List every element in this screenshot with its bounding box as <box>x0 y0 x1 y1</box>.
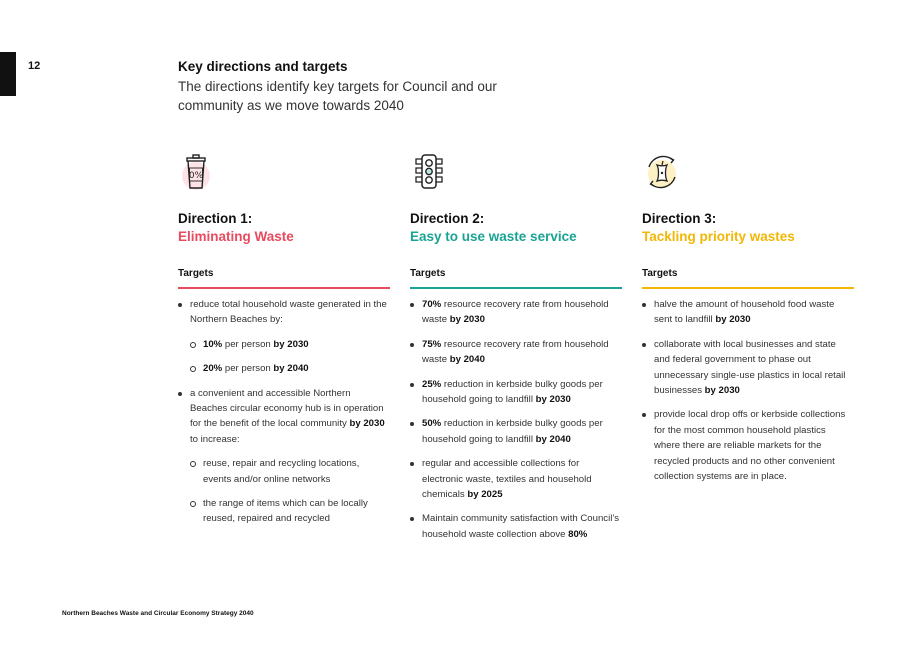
list-item: 25% reduction in kerbside bulky goods per household going to landfill by 2030 <box>410 377 622 408</box>
list-item: regular and accessible collections for electronic waste, textiles and household chemicals by 2025 <box>410 456 622 502</box>
sub-list-item: 10% per person by 2030 <box>190 337 390 352</box>
direction-2-column <box>410 152 622 551</box>
section-heading <box>178 59 498 115</box>
svg-text:0%: 0% <box>188 171 204 181</box>
list-item: Maintain community satisfaction with Council’s household waste collection above 80% <box>410 511 622 542</box>
page-tab-marker <box>0 52 16 96</box>
list-item: a convenient and accessible Northern Beaches circular economy hub is in operation for the benefit of the local community by 2030 to increase: reuse, repair and recycling locations, events and/or online networks the range of items which can be locally reused, repaired and recycled <box>178 386 390 527</box>
direction-3-target-list <box>642 297 854 484</box>
traffic-light-icon <box>410 152 450 192</box>
direction-2-label: Direction 2: <box>410 211 485 226</box>
page-subtitle: The directions identify key targets for Council and our community as we move towards 2040 <box>178 79 497 113</box>
direction-1-target-list <box>178 297 390 527</box>
list-item: 70% resource recovery rate from household waste by 2030 <box>410 297 622 328</box>
direction-1-name: Eliminating Waste <box>178 229 294 244</box>
page-title: Key directions and targets <box>178 59 348 74</box>
direction-1-label: Direction 1: <box>178 211 253 226</box>
list-item: 50% reduction in kerbside bulky goods per household going to landfill by 2040 <box>410 416 622 447</box>
direction-3-column <box>642 152 854 493</box>
sub-list-item: reuse, repair and recycling locations, events and/or online networks <box>190 456 390 487</box>
direction-2-name: Easy to use waste service <box>410 229 577 244</box>
direction-2-targets-heading: Targets <box>410 268 622 289</box>
direction-1-targets-heading: Targets <box>178 268 390 289</box>
apple-core-cycle-icon <box>642 152 682 192</box>
list-item: provide local drop offs or kerbside collections for the most common household plastics where there are reliable markets for the recycled products and no other convenient collection systems are in place. <box>642 407 854 484</box>
direction-1-column <box>178 152 390 536</box>
direction-3-label: Direction 3: <box>642 211 717 226</box>
list-item: 75% resource recovery rate from household waste by 2040 <box>410 337 622 368</box>
direction-3-targets-heading: Targets <box>642 268 854 289</box>
list-item: collaborate with local businesses and state and federal government to phase out unnecessary single-use plastics in local retail businesses by 2030 <box>642 337 854 399</box>
page-number: 12 <box>28 60 41 72</box>
list-item: reduce total household waste generated in the Northern Beaches by: 10% per person by 2030 20% per person by 2040 <box>178 297 390 377</box>
direction-3-name: Tackling priority wastes <box>642 229 795 244</box>
sub-list-item: 20% per person by 2040 <box>190 361 390 376</box>
sub-list-item: the range of items which can be locally reused, repaired and recycled <box>190 496 390 527</box>
list-item: halve the amount of household food waste sent to landfill by 2030 <box>642 297 854 328</box>
document-footer: Northern Beaches Waste and Circular Economy Strategy 2040 <box>62 610 254 617</box>
bin-zero-percent-icon <box>178 152 218 192</box>
direction-2-target-list <box>410 297 622 542</box>
